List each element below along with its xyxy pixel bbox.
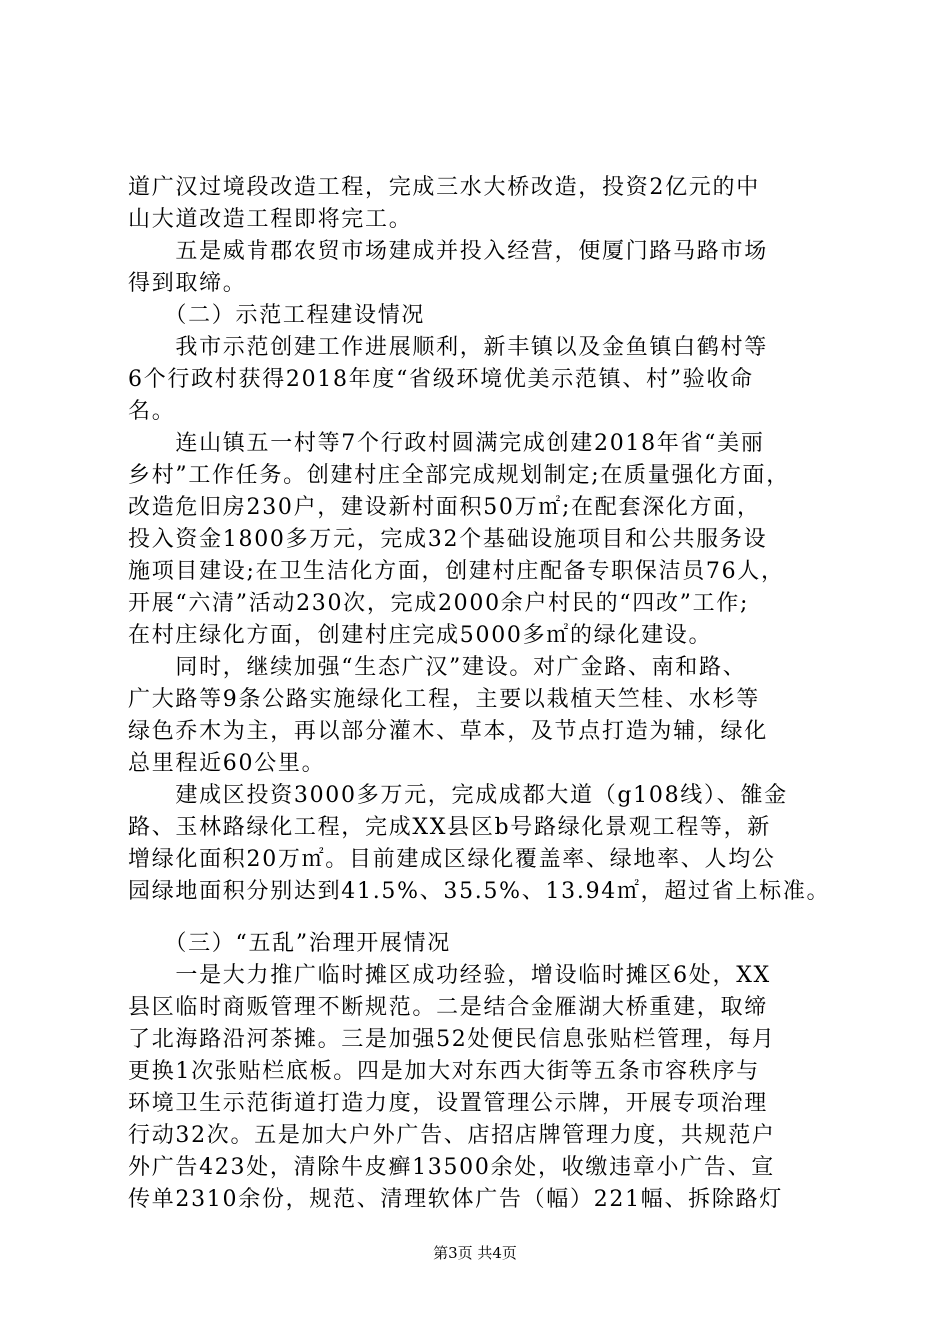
paragraph-spacer [128, 908, 848, 928]
paragraph-market [128, 236, 848, 300]
paragraph-road-renovation [128, 172, 848, 236]
text-line: 同时，继续加强“生态广汉”建设。对广金路、南和路、 [128, 655, 747, 680]
text-line: 广大路等9条公路实施绿化工程，主要以栽植天竺桂、水杉等 [128, 687, 760, 712]
text-line: 改造危旧房230户，建设新村面积50万㎡;在配套深化方面， [128, 495, 761, 520]
text-line: 连山镇五一村等7个行政村圆满完成创建2018年省“美丽 [128, 431, 765, 456]
text-line: 6个行政村获得2018年度“省级环境优美示范镇、村”验收命 [128, 367, 754, 392]
text-line: 绿色乔木为主，再以部分灌木、草本，及节点打造为辅，绿化 [128, 719, 768, 744]
text-line: 施项目建设;在卫生洁化方面，创建村庄配备专职保洁员76人， [128, 559, 785, 584]
paragraph-five-chaos-governance [128, 960, 848, 1216]
paragraph-beautiful-village [128, 428, 848, 652]
text-line: 总里程近60公里。 [128, 751, 326, 776]
paragraph-ecological-guanghan [128, 652, 848, 780]
text-line: 山大道改造工程即将完工。 [128, 207, 413, 232]
page-footer: 第3页 共4页 [433, 1244, 517, 1262]
text-line: 乡村”工作任务。创建村庄全部完成规划制定;在质量强化方面， [128, 463, 790, 488]
text-line: 在村庄绿化方面，创建村庄完成5000多㎡的绿化建设。 [128, 623, 713, 648]
text-line: 建成区投资3000多万元，完成成都大道（g108线）、雒金 [128, 783, 788, 808]
text-line: 投入资金1800多万元，完成32个基础设施项目和公共服务设 [128, 527, 768, 552]
section-heading-demonstration: （二）示范工程建设情况 [128, 303, 426, 328]
text-line: 传单2310余份，规范、清理软体广告（幅）221幅、拆除路灯 [128, 1187, 783, 1212]
text-line: 一是大力推广临时摊区成功经验，增设临时摊区6处，XX [128, 963, 771, 988]
text-line: 路、玉林路绿化工程，完成XX县区b号路绿化景观工程等，新 [128, 815, 772, 840]
text-line: 了北海路沿河茶摊。三是加强52处便民信息张贴栏管理，每月 [128, 1027, 776, 1052]
text-line: 环境卫生示范街道打造力度，设置管理公示牌，开展专项治理 [128, 1091, 768, 1116]
text-line: 名。 [128, 399, 176, 424]
text-line: 我市示范创建工作进展顺利，新丰镇以及金鱼镇白鹤村等 [128, 335, 768, 360]
text-line: 道广汉过境段改造工程，完成三水大桥改造，投资2亿元的中 [128, 175, 760, 200]
text-line: 外广告423处，清除牛皮癣13500余处，收缴违章小广告、宣 [128, 1155, 775, 1180]
text-line: 行动32次。五是加大户外广告、店招店牌管理力度，共规范户 [128, 1123, 776, 1148]
section-heading-five-chaos: （三）“五乱”治理开展情况 [128, 931, 451, 956]
text-line: 得到取缔。 [128, 271, 247, 296]
text-line: 更换1次张贴栏底板。四是加大对东西大街等五条市容秩序与 [128, 1059, 760, 1084]
text-line: 开展“六清”活动230次，完成2000余户村民的“四改”工作; [128, 591, 750, 616]
paragraph-demonstration-creation [128, 332, 848, 428]
text-line: 增绿化面积20万㎡。目前建成区绿化覆盖率、绿地率、人均公 [128, 847, 776, 872]
text-line: 县区临时商贩管理不断规范。二是结合金雁湖大桥重建，取缔 [128, 995, 768, 1020]
text-line: 园绿地面积分别达到41.5%、35.5%、13.94㎡，超过省上标准。 [128, 879, 831, 904]
text-line: 五是威肯郡农贸市场建成并投入经营，便厦门路马路市场 [128, 239, 768, 264]
paragraph-urban-greening [128, 780, 848, 908]
body-text [128, 172, 848, 1216]
